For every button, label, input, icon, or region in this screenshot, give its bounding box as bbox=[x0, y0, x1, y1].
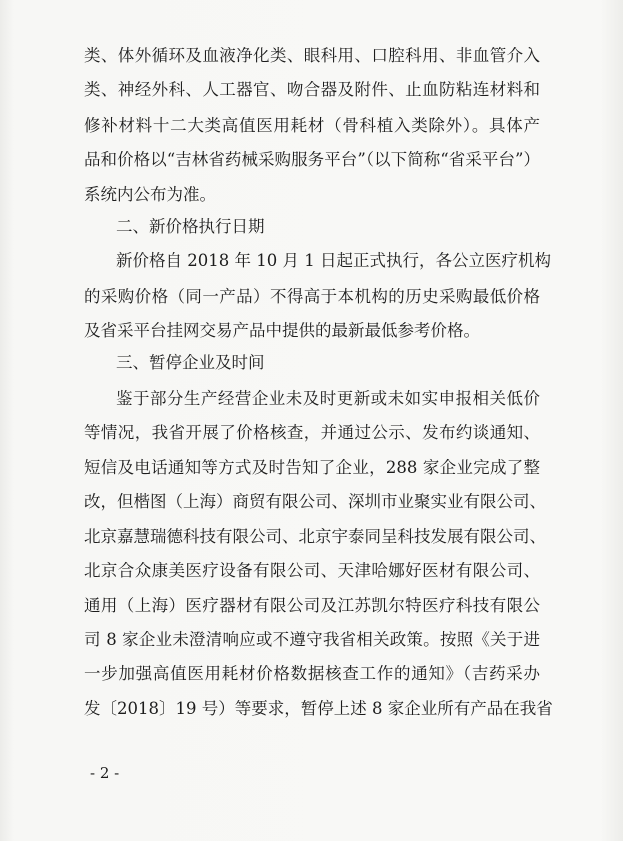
section-heading-suspended-companies: 三、暂停企业及时间 bbox=[116, 353, 265, 372]
text-line: 的采购价格（同一产品）不得高于本机构的历史采购最低价格 bbox=[84, 287, 540, 306]
text-line: 一步加强高值医用耗材价格数据核查工作的通知》（吉药采办 bbox=[84, 664, 540, 683]
text-line: 司 8 家企业未澄清响应或不遵守我省相关政策。按照《关于进 bbox=[84, 630, 540, 649]
text-line: 及省采平台挂网交易产品中提供的最新最低参考价格。 bbox=[84, 321, 480, 340]
text-line: 北京合众康美医疗设备有限公司、天津哈娜好医材有限公司、 bbox=[84, 561, 540, 580]
section-heading-effective-date: 二、新价格执行日期 bbox=[116, 217, 265, 236]
page-number: - 2 - bbox=[90, 764, 120, 782]
text-line: 等情况，我省开展了价格核查，并通过公示、发布约谈通知、 bbox=[84, 423, 540, 442]
text-line: 短信及电话通知等方式及时告知了企业，288 家企业完成了整 bbox=[84, 458, 540, 477]
text-line: 北京嘉慧瑞德科技有限公司、北京宇泰同呈科技发展有限公司、 bbox=[84, 527, 546, 546]
text-line: 鉴于部分生产经营企业未及时更新或未如实申报相关低价 bbox=[116, 389, 540, 408]
text-line: 类、神经外科、人工器官、吻合器及附件、止血防粘连材料和 bbox=[84, 80, 540, 99]
text-line: 新价格自 2018 年 10 月 1 日起正式执行，各公立医疗机构 bbox=[116, 251, 551, 270]
text-line: 通用（上海）医疗器材有限公司及江苏凯尔特医疗科技有限公 bbox=[84, 596, 540, 615]
text-line: 系统内公布为准。 bbox=[84, 185, 216, 204]
text-line: 品和价格以“吉林省药械采购服务平台”（以下简称“省采平台”） bbox=[84, 150, 540, 169]
text-line: 类、体外循环及血液净化类、眼科用、口腔科用、非血管介入 bbox=[84, 46, 540, 65]
text-line: 发〔2018〕19 号）等要求，暂停上述 8 家企业所有产品在我省 bbox=[84, 699, 553, 718]
text-line: 修补材料十二大类高值医用耗材（骨科植入类除外）。具体产 bbox=[84, 116, 540, 135]
text-line: 改，但楷图（上海）商贸有限公司、深圳市业聚实业有限公司、 bbox=[84, 492, 546, 511]
